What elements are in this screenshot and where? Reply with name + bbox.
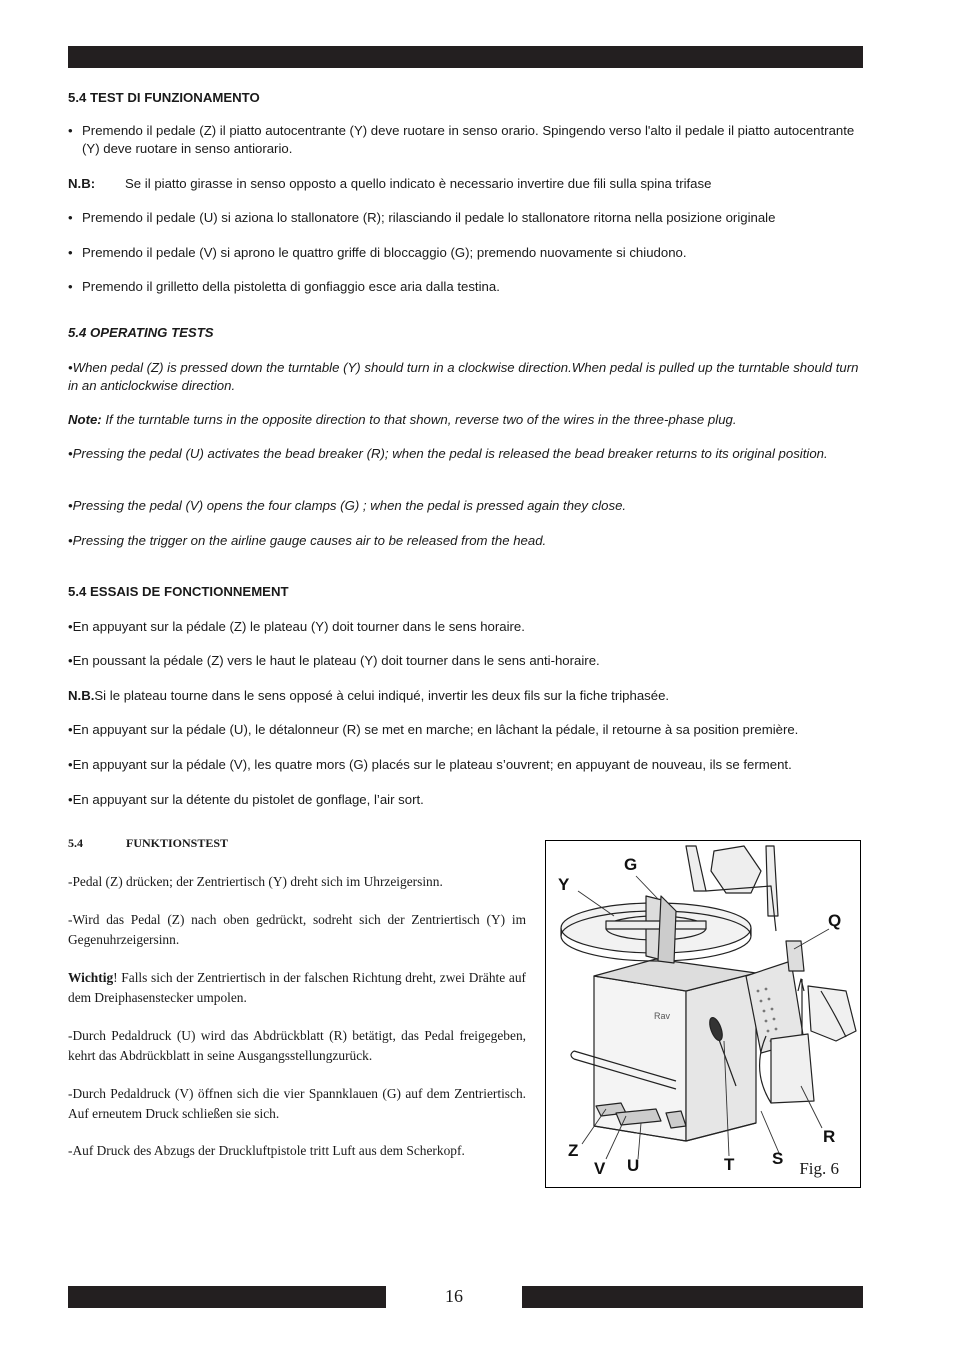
- paragraph-fr-4: •En appuyant sur la pédale (V), les quatre mors (G) placés sur le plateau s’ouvrent; en appuyant de nouveau, ils se ferment.: [68, 757, 792, 772]
- important-label: Wichtig: [68, 970, 114, 985]
- paragraph-de-6: -Auf Druck des Abzugs der Druckluftpistole tritt Luft aus dem Scherkopf.: [68, 1143, 465, 1158]
- note-text: Se il piatto girasse in senso opposto a quello indicato è necessario invertire due fili sulla spina trifase: [125, 176, 712, 191]
- heading-text: FUNKTIONSTEST: [126, 836, 229, 850]
- list-item-it-2: • Premendo il pedale (U) si aziona lo stallonatore (R); rilasciando il pedale lo stallonatore ritorna nella posizione originale: [68, 210, 776, 225]
- paragraph-text: ! Falls sich der Zentriertisch in der falschen Richtung dreht, zwei Drähte auf dem Dreiphasenstecker umpolen.: [68, 970, 526, 1005]
- paragraph-de-2: -Wird das Pedal (Z) nach oben gedrückt, sodreht sich der Zentriertisch (Y) im Gegenuhrzeigersinn.: [68, 912, 526, 947]
- note-label: Note:: [68, 412, 102, 427]
- paragraph-text: En poussant la pédale (Z) vers le haut le plateau (Y) doit tourner dans le sens anti-horaire.: [72, 653, 600, 668]
- note-label: N.B.: [68, 688, 95, 703]
- label-S: S: [772, 1149, 784, 1168]
- section-heading-de: [68, 834, 526, 854]
- section-heading-it: 5.4 TEST DI FUNZIONAMENTO: [68, 90, 260, 105]
- header-bar: [68, 46, 863, 68]
- note-text: If the turntable turns in the opposite direction to that shown, reverse two of the wires in the three-phase plug.: [101, 412, 737, 427]
- label-R: R: [823, 1127, 836, 1146]
- label-U: U: [627, 1156, 640, 1175]
- page-number: 16: [445, 1286, 463, 1306]
- list-item-text: Premendo il grilletto della pistoletta di gonfiaggio esce aria dalla testina.: [82, 279, 500, 294]
- label-G: G: [624, 855, 638, 874]
- paragraph-fr-2: •En poussant la pédale (Z) vers le haut le plateau (Y) doit tourner dans le sens anti-horaire.: [68, 653, 600, 668]
- label-V: V: [594, 1159, 606, 1178]
- note-text: Si le plateau tourne dans le sens opposé à celui indiqué, invertir les deux fils sur la fiche triphasée.: [94, 688, 670, 703]
- label-Z: Z: [568, 1141, 579, 1160]
- paragraph-text: When pedal (Z) is pressed down the turntable (Y) should turn in a clockwise direction.When pedal is pulled up the turntable should turn in an anticlockwise direction.: [68, 360, 859, 393]
- paragraph-de-4: -Durch Pedaldruck (U) wird das Abdrückblatt (R) betätigt, das Pedal freigegeben, kehrt das Abdrückblatt in seine Ausgangsstellungzurück.: [68, 1028, 526, 1063]
- footer-bar-left: [68, 1286, 386, 1308]
- note-fr: [68, 687, 863, 705]
- paragraph-en-3: •Pressing the pedal (V) opens the four clamps (G) ; when the pedal is pressed again they close.: [68, 498, 627, 513]
- paragraph-text: En appuyant sur la pédale (U), le détalonneur (R) se met en marche; en lâchant la pédale, il retourne à sa position première.: [72, 722, 799, 737]
- list-item-it-4: • Premendo il grilletto della pistoletta di gonfiaggio esce aria dalla testina.: [68, 279, 500, 294]
- list-item-text: Premendo il pedale (V) si aprono le quattro griffe di bloccaggio (G); premendo nuovamente si chiudono.: [82, 245, 687, 260]
- paragraph-text: Pressing the pedal (V) opens the four clamps (G) ; when the pedal is pressed again they close.: [72, 498, 627, 513]
- label-T: T: [724, 1155, 735, 1174]
- label-Q: Q: [828, 911, 842, 930]
- paragraph-en-2: •Pressing the pedal (U) activates the bead breaker (R); when the pedal is released the bead breaker returns to its original position.: [68, 446, 828, 461]
- paragraph-de-1: -Pedal (Z) drücken; der Zentriertisch (Y) dreht sich im Uhrzeigersinn.: [68, 874, 443, 889]
- list-item-it-1: • Premendo il pedale (Z) il piatto autocentrante (Y) deve ruotare in senso orario. Spingendo verso l'alto il pedale il piatto autocentrante (Y) deve ruotare in senso antiorario.: [68, 123, 855, 156]
- heading-number: 5.4: [68, 836, 83, 850]
- paragraph-de-3: [68, 968, 526, 1007]
- paragraph-text: En appuyant sur la détente du pistolet de gonflage, l’air sort.: [72, 792, 424, 807]
- paragraph-text: En appuyant sur la pédale (V), les quatre mors (G) placés sur le plateau s’ouvrent; en appuyant de nouveau, ils se ferment.: [72, 757, 792, 772]
- list-item-it-3: • Premendo il pedale (V) si aprono le quattro griffe di bloccaggio (G); premendo nuovamente si chiudono.: [68, 245, 687, 260]
- paragraph-fr-5: •En appuyant sur la détente du pistolet de gonflage, l’air sort.: [68, 792, 424, 807]
- footer-bar-right: [522, 1286, 863, 1308]
- svg-text:Rav: Rav: [654, 1011, 671, 1021]
- section-heading-en: 5.4 OPERATING TESTS: [68, 325, 214, 340]
- note-label: N.B:: [68, 176, 96, 191]
- paragraph-en-1: •When pedal (Z) is pressed down the turntable (Y) should turn in a clockwise direction.When pedal is pulled up the turntable should turn in an anticlockwise direction.: [68, 360, 859, 393]
- paragraph-fr-3: •En appuyant sur la pédale (U), le détalonneur (R) se met en marche; en lâchant la pédale, il retourne à sa position première.: [68, 722, 799, 737]
- paragraph-text: Pressing the trigger on the airline gauge causes air to be released from the head.: [72, 533, 547, 548]
- note-en: [68, 411, 863, 429]
- section-heading-fr: 5.4 ESSAIS DE FONCTIONNEMENT: [68, 584, 289, 599]
- list-item-text: Premendo il pedale (U) si aziona lo stallonatore (R); rilasciando il pedale lo stallonatore ritorna nella posizione originale: [82, 210, 776, 225]
- label-Y: Y: [558, 875, 570, 894]
- paragraph-de-5: -Durch Pedaldruck (V) öffnen sich die vier Spannklauen (G) auf dem Zentriertisch. Auf erneutem Druck schließen sie sich.: [68, 1086, 526, 1121]
- figure-caption: Fig. 6: [799, 1159, 839, 1178]
- list-item-text: Premendo il pedale (Z) il piatto autocentrante (Y) deve ruotare in senso orario. Spingendo verso l'alto il pedale il piatto autocentrante (Y) deve ruotare in senso antiorario.: [82, 123, 855, 156]
- figure-tyre-changer: [545, 840, 861, 1188]
- tyre-changer-illustration: [546, 841, 862, 1189]
- paragraph-fr-1: •En appuyant sur la pédale (Z) le plateau (Y) doit tourner dans le sens horaire.: [68, 619, 525, 634]
- paragraph-text: Pressing the pedal (U) activates the bead breaker (R); when the pedal is released the bead breaker returns to its original position.: [72, 446, 828, 461]
- note-it: [68, 175, 863, 193]
- paragraph-text: En appuyant sur la pédale (Z) le plateau (Y) doit tourner dans le sens horaire.: [72, 619, 525, 634]
- paragraph-en-4: •Pressing the trigger on the airline gauge causes air to be released from the head.: [68, 533, 547, 548]
